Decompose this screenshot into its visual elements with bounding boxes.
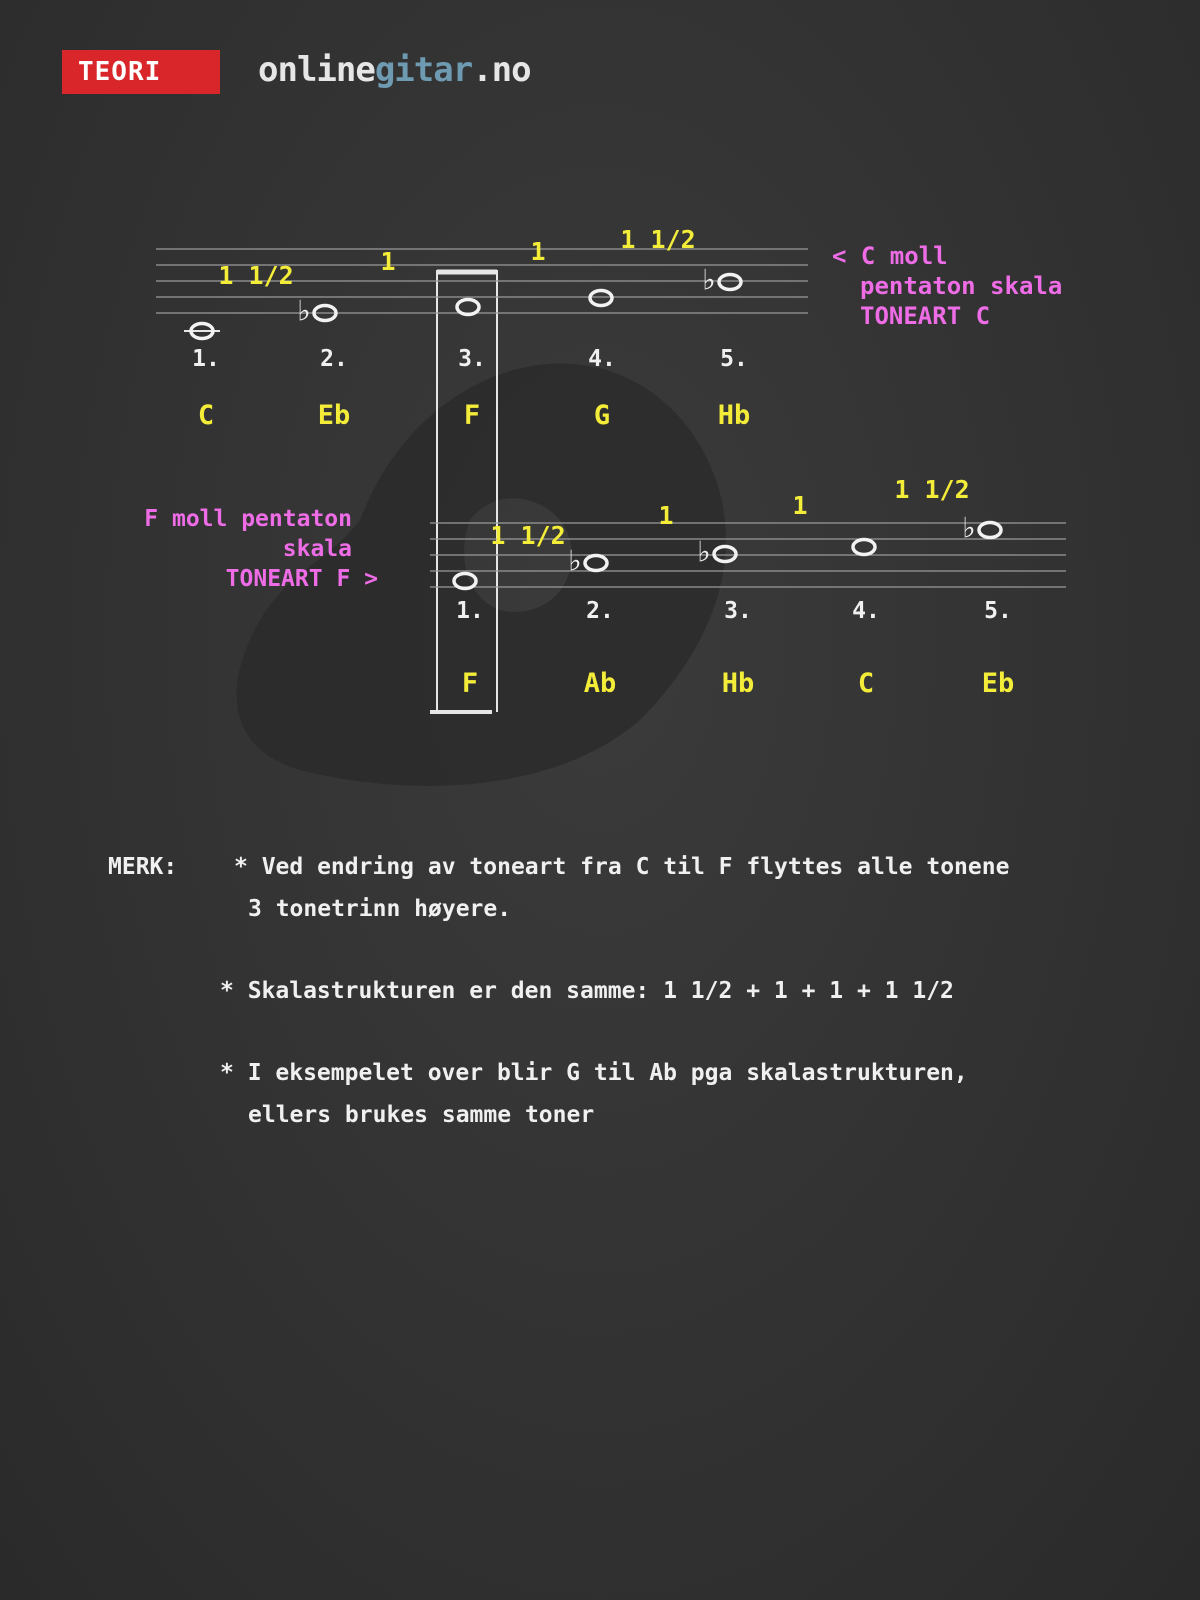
note-item-3-line-2: ellers brukes samme toner (248, 1102, 595, 1128)
teori-badge: TEORI (62, 50, 220, 94)
scale_f-degree-label: 1. (456, 598, 484, 624)
scale_c-note-head (590, 291, 612, 306)
scale_f-interval-label: 1 1/2 (490, 521, 566, 550)
c-scale-caption-2: pentaton skala (860, 272, 1063, 300)
note-heading: MERK: (108, 854, 178, 880)
scale_f-degree-label: 5. (984, 598, 1012, 624)
logo-part-online: online (258, 50, 375, 90)
note-item-1-line-1: * Ved endring av toneart fra C til F flyttes alle tonene (234, 854, 1010, 880)
scale_c-degree-label: 4. (588, 346, 616, 372)
note-item-2: * Skalastrukturen er den samme: 1 1/2 + 1 + 1 + 1 1/2 (220, 978, 954, 1004)
scale_f-degree-label: 2. (586, 598, 614, 624)
scale_c-flat-sign: ♭ (295, 294, 314, 329)
f-scale-caption-2: skala (282, 536, 352, 562)
scale_c-degree-label: 3. (458, 346, 486, 372)
logo-part-gitar: gitar (374, 50, 473, 90)
scale_f-note-name: Hb (721, 668, 755, 699)
scale_f-flat-sign: ♭ (695, 535, 714, 570)
c-scale-caption-1: < C moll (832, 242, 948, 270)
scale_f-note-head (853, 540, 875, 555)
f-scale-caption-1: F moll pentaton (144, 506, 352, 532)
scale_f-note-name: C (857, 668, 875, 699)
scale_c-note-name: G (593, 400, 611, 431)
scale_f-flat-sign: ♭ (960, 511, 979, 546)
scale_c-degree-label: 5. (720, 346, 748, 372)
scale_f-degree-label: 4. (852, 598, 880, 624)
scale_f-interval-label: 1 (792, 491, 808, 520)
scale_f-interval-label: 1 1/2 (894, 475, 970, 504)
scale_f-interval-label: 1 (658, 501, 674, 530)
scale_f-note-name: Eb (981, 668, 1015, 699)
scale_f-flat-sign: ♭ (566, 544, 585, 579)
scale_c-note-name: F (463, 400, 481, 431)
scale_c-note-name: C (197, 400, 215, 431)
scale_c-interval-label: 1 1/2 (218, 261, 294, 290)
note-item-3-line-1: * I eksempelet over blir G til Ab pga skalastrukturen, (220, 1060, 968, 1086)
scale_c-note-name: Hb (717, 400, 751, 431)
scale_f-note-name: Ab (583, 668, 617, 699)
f-scale-caption-3: TONEART F > (225, 566, 378, 592)
scale_c-note-head (457, 300, 479, 315)
scale_c-degree-label: 1. (192, 346, 220, 372)
logo-part-no: .no (472, 50, 531, 90)
scale_c-note-head (719, 275, 741, 290)
scale_c-interval-label: 1 (530, 237, 546, 266)
scale_c-degree-label: 2. (320, 346, 348, 372)
note-item-1-line-2: 3 tonetrinn høyere. (248, 896, 512, 922)
scale_f-note-name: F (461, 668, 479, 699)
notes-c-moll (184, 225, 750, 431)
scale_f-note-head (979, 523, 1001, 538)
scale_f-degree-label: 3. (724, 598, 752, 624)
scale_c-flat-sign: ♭ (700, 263, 719, 298)
scale_c-note-name: Eb (317, 400, 351, 431)
scale_c-interval-label: 1 1/2 (620, 225, 696, 254)
c-scale-caption-3: TONEART C (860, 302, 991, 330)
scale_c-interval-label: 1 (380, 247, 396, 276)
